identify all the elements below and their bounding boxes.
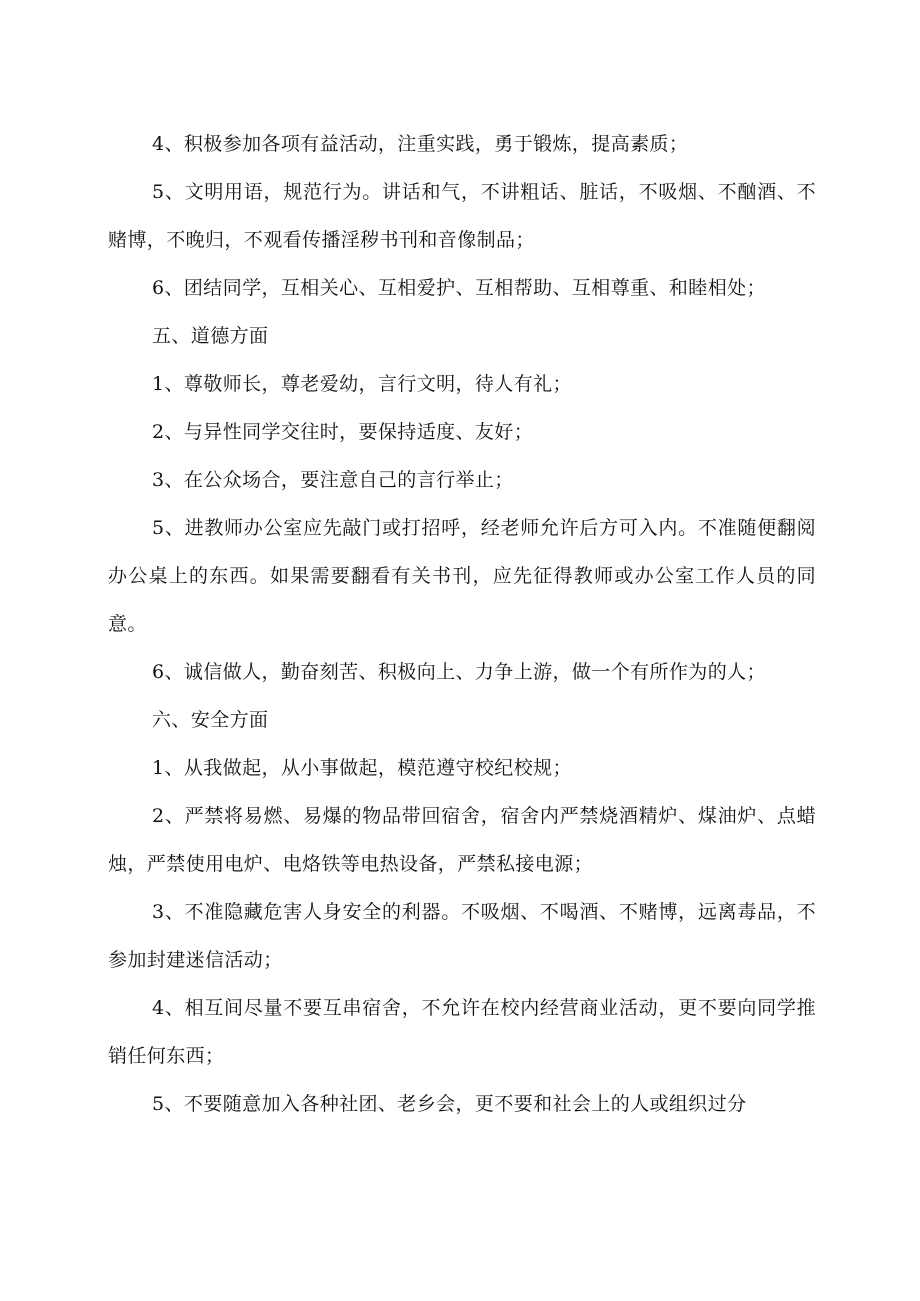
- paragraph-no-weapons: 3、不准隐藏危害人身安全的利器。不吸烟、不喝酒、不赌博，远离毒品，不参加封建迷信活动；: [108, 901, 816, 971]
- document-body: [108, 120, 816, 1128]
- section-heading-morality: 五、道德方面: [152, 325, 269, 347]
- paragraph-unity: 6、团结同学，互相关心、互相爱护、互相帮助、互相尊重、和睦相处；: [152, 277, 766, 299]
- section-heading-safety: 六、安全方面: [152, 709, 269, 731]
- paragraph-public-conduct: 3、在公众场合，要注意自己的言行举止；: [152, 469, 514, 491]
- paragraph-organizations: 5、不要随意加入各种社团、老乡会，更不要和社会上的人或组织过分: [152, 1093, 747, 1115]
- paragraph-civil-language: 5、文明用语，规范行为。讲话和气，不讲粗话、脏话，不吸烟、不酗酒、不赌博，不晚归，不观看传播淫秽书刊和音像制品；: [108, 181, 816, 251]
- paragraph-integrity: 6、诚信做人，勤奋刻苦、积极向上、力争上游，做一个有所作为的人；: [152, 661, 766, 683]
- paragraph-dorm-visits: 4、相互间尽量不要互串宿舍，不允许在校内经营商业活动，更不要向同学推销任何东西；: [108, 997, 816, 1067]
- paragraph-fire-safety: 2、严禁将易燃、易爆的物品带回宿舍，宿舍内严禁烧酒精炉、煤油炉、点蜡烛，严禁使用电炉、电烙铁等电热设备，严禁私接电源；: [108, 805, 816, 875]
- paragraph-interaction: 2、与异性同学交往时，要保持适度、友好；: [152, 421, 534, 443]
- paragraph-office-etiquette: 5、进教师办公室应先敲门或打招呼，经老师允许后方可入内。不准随便翻阅办公桌上的东西。如果需要翻看有关书刊，应先征得教师或办公室工作人员的同意。: [108, 517, 816, 635]
- paragraph-respect-teachers: 1、尊敬师长，尊老爱幼，言行文明，待人有礼；: [152, 373, 572, 395]
- paragraph-activities: 4、积极参加各项有益活动，注重实践，勇于锻炼，提高素质；: [152, 133, 689, 155]
- paragraph-follow-rules: 1、从我做起，从小事做起，模范遵守校纪校规；: [152, 757, 572, 779]
